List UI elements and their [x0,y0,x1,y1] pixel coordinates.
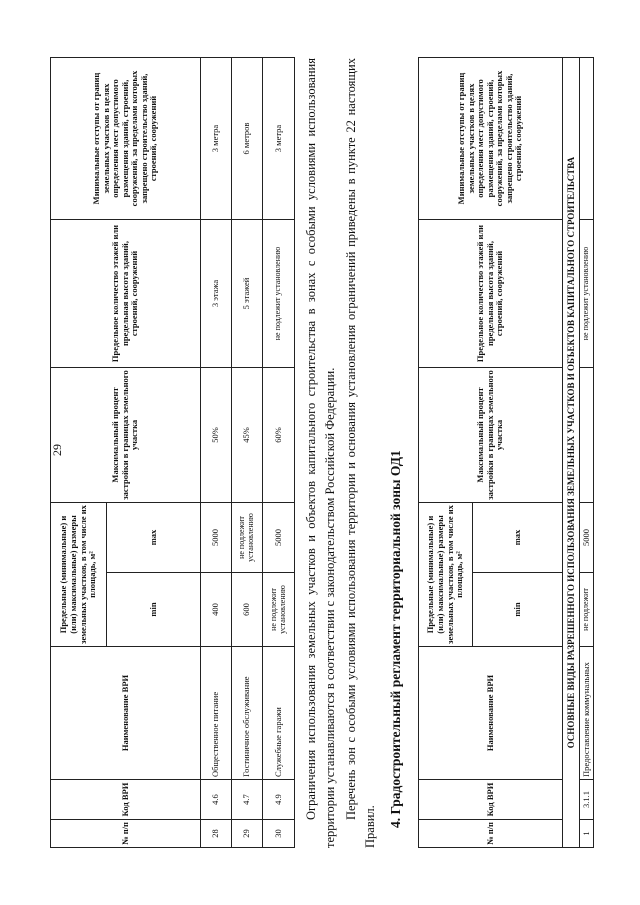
page-number: 29 [50,444,64,456]
header-max: max [107,503,201,573]
header-coverage: Максимальный процент застройки в границах земельного участка [51,368,201,503]
restrictions-paragraph: Ограничения использования земельных участков и объектов капитального строительства в зонах с особыми условиями использования территории устанавливаются в соответствии с законодательством Российской Федерации. [304,58,337,848]
header-area-group: Предельные (минимальные) и (или) максимальные) размеры земельных участков, в том числе их площадь, м² [51,503,107,647]
header-floors: Предельное количество этажей или предельная высота зданий, строений, сооружений [419,220,563,368]
header-code: Код ВРИ [51,780,201,820]
header-min: min [473,573,563,647]
cell-code: 3.1.1 [580,780,594,820]
cell-max: 5000 [201,503,232,573]
cell-num: 1 [580,820,594,848]
header-setback: Минимальные отступы от границ земельных участков в целях определения мест допустимого размещения зданий, строений, сооружений, за пределами которых запрещено строительство зданий, строений, сооружений [419,58,563,220]
header-code: Код ВРИ [419,780,563,820]
cell-name: Гостиничное обслуживание [232,647,263,780]
cell-min: 600 [232,573,263,647]
table-row [580,58,594,848]
section-band-row [563,58,580,848]
header-name: Наименование ВРИ [51,647,201,780]
header-min: min [107,573,201,647]
header-floors: Предельное количество этажей или предельная высота зданий, строений, сооружений [51,220,201,368]
cell-coverage: 45% [232,368,263,503]
regulation-table-od1 [418,57,594,848]
cell-num: 29 [232,820,263,848]
cell-min: не подлежит установлению [263,573,295,647]
regulation-table-top [50,57,295,848]
table-row [201,58,232,848]
cell-max: 5000 [263,503,295,573]
cell-code: 4.7 [232,780,263,820]
table-row [232,58,263,848]
header-num: № п/п [419,820,563,848]
cell-name: Предоставление коммунальных [580,647,594,780]
cell-coverage [580,368,594,503]
header-num: № п/п [51,820,201,848]
header-name: Наименование ВРИ [419,647,563,780]
table-row [263,58,295,848]
cell-coverage: 50% [201,368,232,503]
cell-min: не подлежит [580,573,594,647]
section-band: ОСНОВНЫЕ ВИДЫ РАЗРЕШЕННОГО ИСПОЛЬЗОВАНИЯ ЗЕМЕЛЬНЫХ УЧАСТКОВ И ОБЪЕКТОВ КАПИТАЛЬНОГО СТРОИТЕЛЬСТВА [563,58,580,848]
cell-floors: 5 этажей [232,220,263,368]
cell-num: 30 [263,820,295,848]
cell-floors: не подлежит установлению [263,220,295,368]
header-area-group: Предельные (минимальные) и (или) максимальные) размеры земельных участков, в том числе их площадь, м² [419,503,473,647]
cell-setback: 3 метра [201,58,232,220]
cell-floors: не подлежит установлению [580,220,594,368]
cell-name: Служебные гаражи [263,647,295,780]
cell-max: 5000 [580,503,594,573]
cell-code: 4.6 [201,780,232,820]
section-heading: 4. Градостроительный регламент территориальной зоны ОД1 [388,450,403,828]
cell-min: 400 [201,573,232,647]
header-coverage: Максимальный процент застройки в границах земельного участка [419,368,563,503]
cell-max: не подлежит установлению [232,503,263,573]
header-setback: Минимальные отступы от границ земельных участков в целях определения мест допустимого размещения зданий, строений, сооружений, за пределами которых запрещено строительство зданий, строений, сооружений [51,58,201,220]
zones-list-paragraph: Перечень зон с особыми условиями использования территории и основания установления ограничений приведены в пункте 22 настоящих Правил. [344,58,377,848]
rotated-page-content [50,58,610,848]
cell-setback: 3 метра [263,58,295,220]
cell-floors: 3 этажа [201,220,232,368]
cell-name: Общественное питание [201,647,232,780]
cell-setback [580,58,594,220]
cell-setback: 6 метров [232,58,263,220]
cell-code: 4.9 [263,780,295,820]
header-max: max [473,503,563,573]
cell-num: 28 [201,820,232,848]
cell-coverage: 60% [263,368,295,503]
